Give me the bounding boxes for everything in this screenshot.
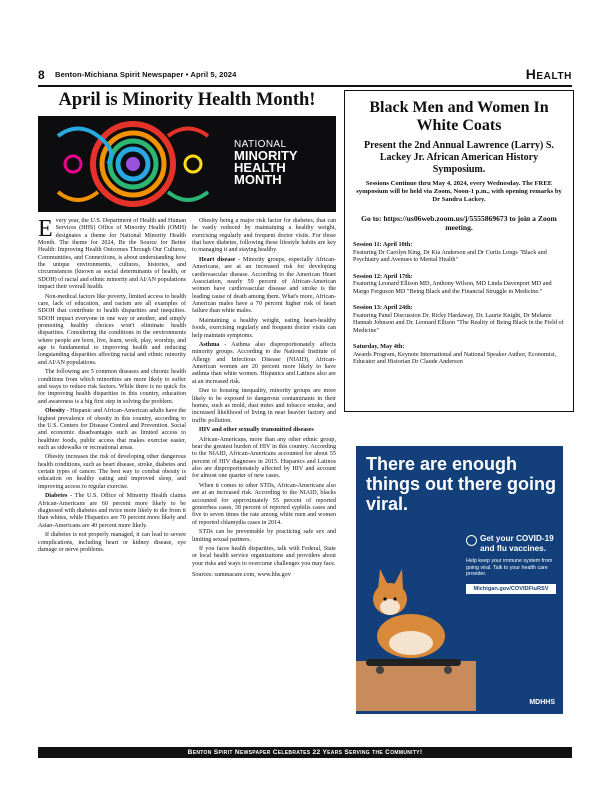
section-title: Health [525, 66, 572, 82]
session-item [353, 343, 565, 366]
zoom-link[interactable]: Go to: https://us06web.zoom.us/j/5555869673 to join a Zoom meeting. [361, 213, 557, 232]
banner-line-3: HEALTH [234, 159, 286, 175]
article-column-1 [38, 218, 186, 556]
paragraph: Non-medical factors like poverty, limited access to health care, lack of education, and racism are all examples of SDOH that contribute to health disparities and inequities. SDOH impact everyone in one way or another, and simply promoting healthy choices won't eliminate health disparities. Considering the conditions in the environments where people are born, live, learn, work, play, worship, and age is fundamental to improving health and reducing longstanding disparities affecting racial and ethnic minority and AI/AN populations. [38, 293, 186, 366]
ad-message-panel [466, 534, 556, 594]
paragraph: Obesity being a major risk factor for diabetes, that can be vastly reduced by maintaining a healthy weight, exercising regularly and frequent doctor visits. For those that have diabetes, following these lifestyle habits are key to managing it and staying healthy. [192, 218, 336, 254]
banner-line-2: MINORITY [234, 147, 298, 163]
symposium-title: Black Men and Women In White Coats [369, 99, 549, 134]
heart-paragraph: Heart disease - Minority groups, especially African-Americans, are at an increased risk for developing cardiovascular disease. According to the American Heart Association, nearly 59 percent of African-American women have cardiovascular disease and stroke is the leading cause of death among them. What's more, African-American males have a 70 percent higher risk of heart failure than white males. [192, 256, 336, 315]
session-item [353, 241, 565, 264]
paper-info: Benton-Michiana Spirit Newspaper • April 5, 2024 [55, 70, 237, 79]
hiv-heading: HIV and other sexually transmitted diseases [199, 427, 314, 434]
paragraph: African-Americans, more than any other ethnic group, bear the greatest burden of HIV in this country. According to the NIAID, African-Americans accounted for about 55 percent of HIV diagnoses in 2015. Hispanics and Latinos also are disproportionately affected by HIV and account for almost one quarter of new cases. [192, 436, 336, 480]
corgi-skateboard-illustration [356, 541, 476, 711]
symposium-note: Sessions Continue thru May 4, 2024, every Wednesday. The FREE symposium will be held via Zoom, Noon-1 p.m., with opening remarks by Dr Sandra Lackey. [356, 180, 562, 204]
ad-body: Help keep your immune system from going viral. Talk to your health care provider. [466, 558, 553, 578]
obesity-paragraph: Obesity - Hispanic and African-American adults have the highest prevalence of obesity in this country, according to the U.S. Centers for Disease Control and Prevention. Social and economic disadvantages such as limited access to healthier foods, public access that makes exercise easier, such as sidewalks or recreational areas. [38, 408, 186, 451]
session-title: Session 12: April 17th: [353, 272, 413, 280]
article-title: April is Minority Health Month! [58, 90, 316, 110]
session-item [353, 273, 565, 296]
page-number: 8 [38, 68, 45, 82]
session-text: Featuring Panel Discussion Dr. Ricky Hardaway, Dr. Laurie Knight, Dr Melanie Hannah Johnson and Dr. Leonard Ellison "The Reality of Being Black in the Field of Medicine" [353, 311, 564, 334]
paragraph: Obesity increases the risk of developing other dangerous health conditions, such as heart disease, stroke, diabetes and certain types of cancer. The best way to combat obesity is education on healthy eating and improved sleep, and improving access to regular exercise. [38, 454, 186, 490]
minority-health-month-banner [38, 116, 336, 212]
paragraph: STDs can be preventable by practicing safe sex and limiting sexual partners. [192, 529, 336, 543]
mdhhs-logo: MDHHS [529, 699, 555, 706]
paragraph: If you faces health disparities, talk with Federal, State or local health service organizations and providers about your risks and ways to overcome challenges you may face. [192, 546, 336, 567]
session-title: Session 13: April 24th: [353, 304, 413, 312]
syringe-icon [466, 535, 477, 546]
header-rule [38, 85, 572, 87]
session-text: Featuring Dr Carolyn King, Dr Kia Anderson and Dr Curtis Longs "Black and Psychiatry and Avenues to Mental Health" [353, 248, 547, 264]
sources: Sources: summacare.com, www.hhs.gov [192, 572, 291, 579]
article-column-2 [192, 218, 336, 582]
paragraph: The following are 5 common diseases and chronic health conditions from which minorities are more likely to suffer and ways to reduce risk factors. While there is no quick fix for improving health disparities in this country, education and awareness is a big first step in solving the problem. [38, 369, 186, 405]
diabetes-paragraph: Diabetes - The U.S. Office of Minority Health claims African-Americans are 60 percent more likely to be diagnosed with diabetes and twice more likely to die from it than whites, while Hispanics are 70 percent more likely and Asian-Americans are 40 percent more likely. [38, 493, 186, 529]
session-text: Awards Program, Keynote International and National Speaker Author, Economist, Educator and Historian Dr Claude Anderson [353, 350, 557, 366]
session-text: Featuring Leonard Ellison MD, Anthony Wilson, MD Linda Davenport MD and Margo Ferguson MD "Being Black and the Financial Struggle in Medicine." [353, 280, 552, 295]
covid-flu-ad [356, 446, 563, 714]
drop-cap: E [38, 216, 53, 242]
session-title: Session 11: April 10th: [353, 241, 413, 249]
banner-line-4: MONTH [234, 172, 282, 188]
diabetes-heading: Diabetes [45, 493, 68, 500]
hiv-heading-paragraph [192, 427, 336, 434]
paragraph: Due to housing inequality, minority groups are more likely to be exposed to dangerous contaminants in their homes, such as mold, dust mites and tobacco smoke, and increased likelihood of living in near heavier factory and traffic pollution. [192, 388, 336, 424]
paragraph: Maintaining a healthy weight, eating heart-healthy foods, exercising regularly and frequent doctor visits can help maintain symptoms. [192, 317, 336, 339]
paragraph: If diabetes is not properly managed, it can lead to severe complications, including heart or kidney disease, eye damage or nerve problems. [38, 532, 186, 553]
footer-banner: Benton Spirit Newspaper Celebrates 22 Years Serving the Community! [38, 747, 572, 758]
symposium-subtitle: Present the 2nd Annual Lawrence (Larry) S. Lackey Jr. African American History Symposium. [364, 140, 554, 175]
asthma-paragraph: Asthma - Asthma also disproportionately affects minority groups. According to the National Institute of Allergy and Infectious Disease (NIAID), African-American women are 20 percent more likely to have asthma than white women. Hispanics and Latinos also are at an increased risk. [192, 342, 336, 385]
heart-heading: Heart disease [199, 256, 236, 263]
ad-vaccine-callout: Get your COVID-19 and flu vaccines. [466, 534, 556, 553]
tribal-pattern-graphic [48, 116, 218, 212]
session-item [353, 304, 565, 334]
session-title: Saturday, May 4th: [353, 343, 405, 351]
ad-headline: There are enough things out there going viral. [366, 454, 556, 514]
banner-wordmark [234, 140, 298, 187]
ad-url[interactable]: Michigan.gov/COVIDFluRSV [466, 584, 556, 594]
banner-line-1: NATIONAL [234, 139, 287, 150]
obesity-heading: Obesity [45, 408, 65, 415]
asthma-heading: Asthma [199, 342, 220, 349]
page-header [38, 68, 572, 84]
paragraph: When it comes to other STDs, African-Americans also are at an increased risk. According to the NIAID, blacks accounted for approximately 55 percent of reported gonorrhea cases, 38 percent of reported syphilis cases and five to seven times the rate among white men and women of reported chlamydia cases in 2014. [192, 483, 336, 526]
symposium-box [344, 90, 574, 412]
intro-paragraph: Every year, the U.S. Department of Health and Human Services (HHS) Office of Minority Health (OMH) designates a theme for National Minority Health Month. The theme for 2024, Be the Source for Better Health: Improving Health Outcomes Through Our Cultures, Communities, and Connections, is about understanding how the unique environments, cultures, histories, and circumstances (known as social determinants of health, or SDOH) of racial and ethnic minority and AI/AN populations impact their overall health. [38, 216, 186, 291]
